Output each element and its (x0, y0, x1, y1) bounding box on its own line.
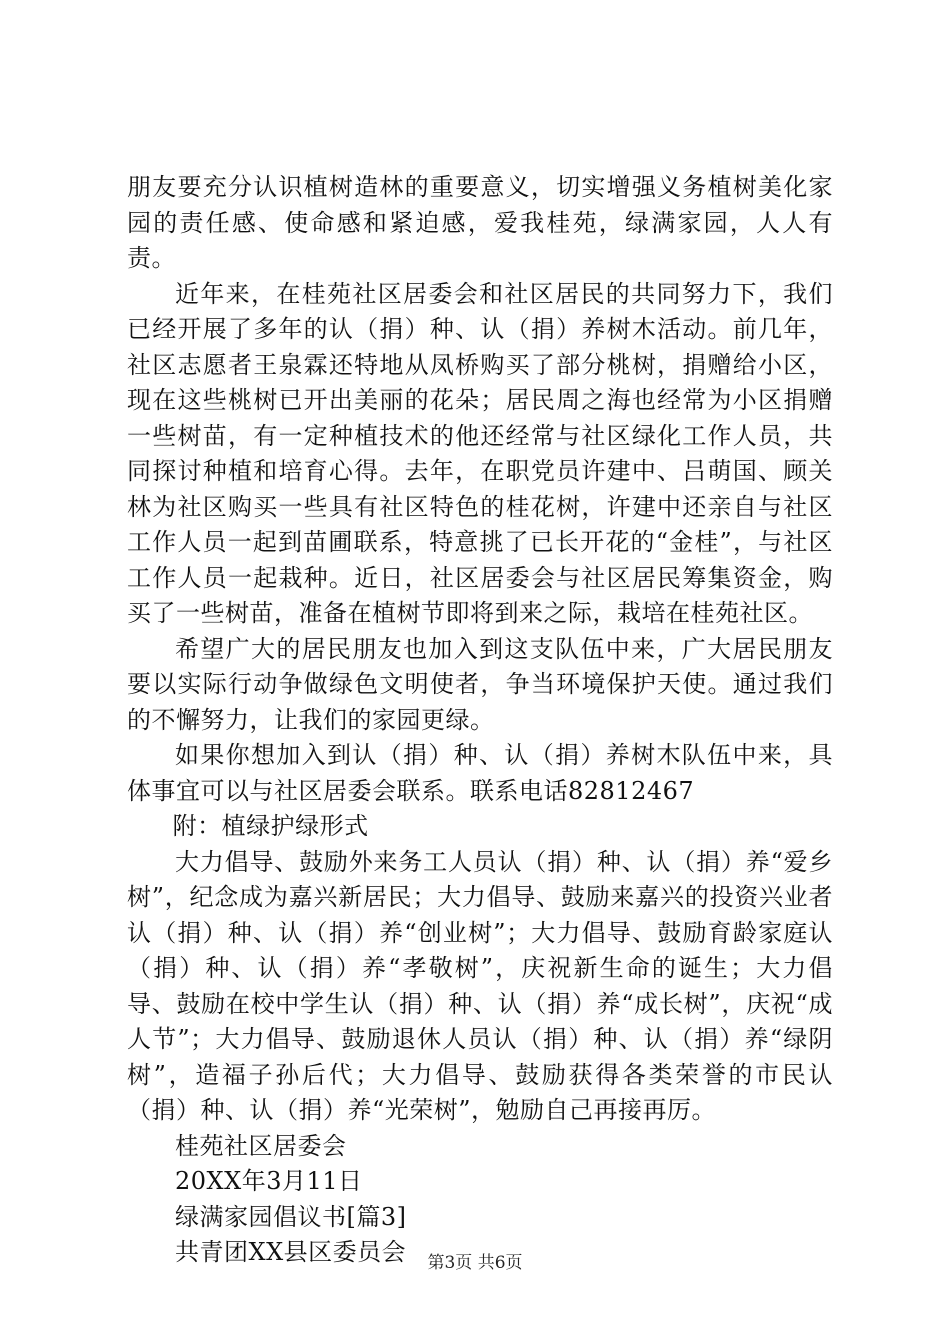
page-footer: 第3页 共6页 (427, 1253, 523, 1273)
paragraph-contact: 如果你想加入到认（捐）种、认（捐）养树木队伍中来，具体事宜可以与社区居委会联系。联系电话82812467 (127, 741, 833, 805)
paragraph-intro: 朋友要充分认识植树造林的重要意义，切实增强义务植树美化家园的责任感、使命感和紧迫感，爱我桂苑，绿满家园，人人有责。 (127, 173, 833, 272)
paragraph-appendix-title: 附：植绿护绿形式 (172, 812, 369, 840)
paragraph-activities: 近年来，在桂苑社区居委会和社区居民的共同努力下，我们已经开展了多年的认（捐）种、认（捐）养树木活动。前几年，社区志愿者王泉霖还特地从凤桥购买了部分桃树，捐赠给小区，现在这些桃树已开出美丽的花朵；居民周之海也经常为小区捐赠一些树苗，有一定种植技术的他还经常与社区绿化工作人员，共同探讨种植和培育心得。去年，在职党员许建中、吕萌国、顾关林为社区购买一些具有社区特色的桂花树，许建中还亲自与社区工作人员一起到苗圃联系，特意挑了已长开花的“金桂”，与社区工作人员一起栽种。近日，社区居委会与社区居民筹集资金，购买了一些树苗，准备在植树节即将到来之际，栽培在桂苑社区。 (127, 279, 833, 627)
document-body (127, 170, 833, 1271)
paragraph-hope: 希望广大的居民朋友也加入到这支队伍中来，广大居民朋友要以实际行动争做绿色文明使者，争当环境保护天使。通过我们的不懈努力，让我们的家园更绿。 (127, 634, 833, 734)
next-document-title: 绿满家园倡议书[篇3] (175, 1202, 407, 1231)
signature-organization: 桂苑社区居委会 (175, 1131, 347, 1160)
paragraph-appendix-forms: 大力倡导、鼓励外来务工人员认（捐）种、认（捐）养“爱乡树”，纪念成为嘉兴新居民；大力倡导、鼓励来嘉兴的投资兴业者认（捐）种、认（捐）养“创业树”；大力倡导、鼓励育龄家庭认（捐）种、认（捐）养“孝敬树”，庆祝新生命的诞生；大力倡导、鼓励在校中学生认（捐）种、认（捐）养“成长树”，庆祝“成人节”；大力倡导、鼓励退休人员认（捐）种、认（捐）养“绿阴树”，造福子孙后代；大力倡导、鼓励获得各类荣誉的市民认（捐）种、认（捐）养“光荣树”，勉励自己再接再厉。 (127, 847, 833, 1124)
next-document-organization: 共青团XX县区委员会 (175, 1238, 407, 1266)
signature-date: 20XX年3月11日 (175, 1167, 363, 1195)
